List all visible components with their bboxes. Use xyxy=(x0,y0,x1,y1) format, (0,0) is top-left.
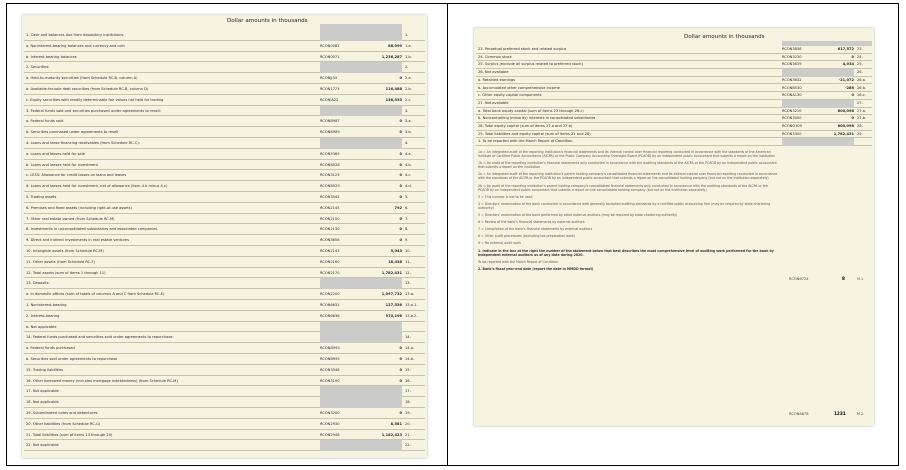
row-code: RCON3190 xyxy=(320,378,340,383)
row-code: RCON3632 xyxy=(782,77,802,82)
row-number: 11. xyxy=(405,259,411,264)
row-label: b. Securities purchased under agreements to resell xyxy=(26,130,119,135)
row-value: 792 xyxy=(394,205,402,210)
row-code: RCONJJ34 xyxy=(320,76,338,81)
row-label: b. Loans and leases held for investment xyxy=(26,162,98,167)
table-row xyxy=(24,214,425,225)
row-number: 26.a. xyxy=(857,77,867,82)
row-number: 17. xyxy=(405,389,411,394)
shaded-cell xyxy=(320,62,402,73)
row-label: b. Securities sold under agreements to repurchase xyxy=(26,357,118,361)
row-value: 0 xyxy=(399,195,402,199)
row-number: 5. xyxy=(405,195,409,199)
row-label: a. Total bank equity capital (sum of items 23 through 26.c) xyxy=(478,108,584,113)
row-value: 0 xyxy=(399,76,402,81)
table-row xyxy=(24,278,425,289)
table-row xyxy=(24,419,425,430)
row-label: 2. Securities: xyxy=(26,65,50,70)
row-value: 0 xyxy=(399,216,402,221)
table-row xyxy=(476,46,872,54)
shaded-cell xyxy=(320,322,402,333)
row-number: 27.a. xyxy=(857,108,867,113)
memo-1-text: 1. Indicate in the box at the right the number of the statement below that best describes the most comprehensive level of auditing work performed for the bank by independent external auditors as of any date during 2020. xyxy=(478,248,774,257)
table-row xyxy=(24,311,425,322)
table-row xyxy=(24,354,425,365)
shaded-cell xyxy=(320,30,402,41)
memo-2-intro: To be reported with the March Report of Condition. xyxy=(478,259,559,264)
row-label: 28. Total equity capital (sum of items 27.a and 27.b) xyxy=(478,124,573,128)
table-row xyxy=(24,408,425,419)
note-item: 2b = An audit of the reporting institution's parent holding company's consolidated financial statements only conducted in accordance with the auditing standards of the AICPA or the PCAOB by an independent public accountant that submits a report on the consolidated holding company (but not on the institution separately) xyxy=(478,183,768,192)
row-label: 21. Total liabilities (sum of items 13 through 20) xyxy=(26,432,113,437)
row-label: 8. Investments in unconsolidated subsidiaries and associated companies xyxy=(26,227,158,232)
row-number: 29. xyxy=(857,131,863,136)
row-code: RCON0071 xyxy=(320,54,340,59)
table-row xyxy=(24,224,425,235)
shaded-cell xyxy=(782,100,854,108)
shaded-cell xyxy=(320,397,402,408)
shaded-cell xyxy=(320,332,402,343)
row-value: 158,535 xyxy=(385,97,402,102)
row-number: 22. xyxy=(405,443,411,448)
row-value: 86,099 xyxy=(388,43,402,48)
row-value: 0 xyxy=(851,54,854,59)
row-label: 25. Surplus (exclude all surplus related to preferred stock) xyxy=(478,62,583,67)
table-row xyxy=(24,170,425,181)
table-row xyxy=(24,203,425,214)
panel-divider xyxy=(447,3,448,466)
memo-1-number: M.1. xyxy=(857,277,865,281)
table-row xyxy=(476,100,872,108)
row-label: a. Retained earnings xyxy=(478,77,516,82)
row-number: 25. xyxy=(857,62,863,67)
table-row xyxy=(24,127,425,138)
table-row xyxy=(476,77,872,85)
row-value: 970,196 xyxy=(385,313,402,318)
row-value: 0 xyxy=(399,162,402,167)
row-value: -21,072 xyxy=(838,77,854,82)
note-item: 8 = Other audit procedures (excluding tax preparation work) xyxy=(478,234,576,239)
row-value: 0 xyxy=(851,93,854,98)
row-number: 18. xyxy=(405,400,411,405)
row-label: 23. Perpetual preferred stock and related surplus xyxy=(478,47,567,51)
row-value: 0 xyxy=(399,227,402,232)
row-code: RCONB529 xyxy=(320,184,340,189)
table-row xyxy=(24,192,425,203)
note-item: 2a = An integrated audit of the reporting institution's parent holding company's consolidated financial statements and its internal control over financial reporting conducted in accordance with the standards of the AICPA or the PCAOB by an independent public accountant that submits a report on the consolidated holding company (but not on the institution separately) xyxy=(478,172,778,181)
row-number: 3.b. xyxy=(405,130,412,135)
memo-2-value: 1231 xyxy=(834,411,846,416)
row-code: RCON3230 xyxy=(782,54,802,59)
row-code: RCON2145 xyxy=(320,205,340,210)
shaded-cell xyxy=(320,106,402,117)
note-item: 7 = Compilation of the bank's financial statements by external auditors xyxy=(478,227,593,232)
row-value: 0 xyxy=(399,151,402,156)
row-number: 8. xyxy=(405,227,409,232)
row-label: 20. Other liabilities (from Schedule RC-G) xyxy=(26,421,101,426)
row-label: 12. Total assets (sum of items 1 through 11) xyxy=(26,270,106,275)
row-label: 7. Other real estate owned (from Schedule RC-M) xyxy=(26,216,115,221)
row-value: 116,488 xyxy=(385,87,402,91)
row-label: d. Loans and leases held for investment, net of allowance (item 4.b minus 4.c) xyxy=(26,184,168,189)
memo-2-code: RCON8678 xyxy=(789,412,809,416)
row-label: 9. Direct and indirect investments in real estate ventures xyxy=(26,238,129,243)
row-code: RCONB989 xyxy=(320,130,340,135)
row-number: 9. xyxy=(405,238,409,243)
memo-1-code: RCON6724 xyxy=(789,277,809,281)
row-code: RCON2143 xyxy=(320,249,340,253)
row-number: 1. xyxy=(405,33,409,37)
row-label: b. Available-for-sale debt securities (from Schedule RC-B, column D) xyxy=(26,87,149,91)
table-row xyxy=(476,108,872,116)
table-row xyxy=(476,131,872,139)
row-number: 3.a. xyxy=(405,119,412,124)
row-label: a. Held-to-maturity securities (from Schedule RC-B, column A) xyxy=(26,76,138,81)
memo-2-label: 2. Bank's fiscal year-end date (report the date in MMDD format) xyxy=(478,266,594,271)
row-number: 14.a. xyxy=(405,346,415,351)
row-label: b. Interest-bearing balances xyxy=(26,54,77,59)
row-label: b. Not applicable xyxy=(26,324,57,329)
table-row xyxy=(24,268,425,279)
row-label: 29. Total liabilities and equity capital (sum of items 21 and 28) xyxy=(478,131,591,136)
row-number: 20. xyxy=(405,421,411,426)
row-number: 4. xyxy=(405,141,409,145)
row-code: RCON2150 xyxy=(320,216,340,221)
row-code: RCON5369 xyxy=(320,151,340,156)
shaded-cell xyxy=(320,386,402,397)
row-code: RCONB530 xyxy=(782,85,802,90)
row-label: b. Accumulated other comprehensive income xyxy=(478,85,560,90)
row-label: 1. Cash and balances due from depository institutions: xyxy=(26,33,125,37)
row-value: 0 xyxy=(399,367,402,372)
table-row xyxy=(24,365,425,376)
table-row xyxy=(24,289,425,300)
row-number: 19. xyxy=(405,411,411,415)
row-code: RCON3000 xyxy=(782,116,802,121)
note-item: 9 = No external audit work xyxy=(478,241,522,246)
row-number: 26.b. xyxy=(857,85,867,90)
table-row xyxy=(24,73,425,84)
row-value: 600,098 xyxy=(837,124,854,128)
table-row xyxy=(24,95,425,106)
table-row xyxy=(476,138,872,146)
row-label: a. Federal funds purchased xyxy=(26,346,75,351)
note-item: 3 = This number is not to be used xyxy=(478,194,533,199)
table-row xyxy=(476,61,872,69)
row-label: 27. Not available xyxy=(478,100,509,105)
shaded-cell xyxy=(782,138,854,146)
row-code: RCON2200 xyxy=(320,292,340,297)
row-value: 1,097,732 xyxy=(381,292,402,297)
memoranda-notes xyxy=(478,150,778,274)
table-row xyxy=(24,397,425,408)
row-code: RCON3123 xyxy=(320,173,340,178)
table-row xyxy=(476,123,872,131)
shaded-cell xyxy=(320,278,402,289)
row-label: 15. Trading liabilities xyxy=(26,367,64,372)
table-row xyxy=(24,257,425,268)
row-number: 7. xyxy=(405,216,409,221)
row-value: 0 xyxy=(399,184,402,189)
row-code: RCONB987 xyxy=(320,119,340,124)
row-value: -286 xyxy=(845,85,854,90)
shaded-cell xyxy=(782,69,854,77)
table-row xyxy=(476,92,872,100)
table-row xyxy=(476,85,872,93)
row-number: 21. xyxy=(405,432,411,437)
row-number: 27. xyxy=(857,100,863,105)
row-number: 13.a. xyxy=(405,292,415,297)
row-value: 4,034 xyxy=(842,62,854,67)
row-label: c. Other equity capital components xyxy=(478,93,542,98)
note-item: 1a = An integrated audit of the reporting institution's financial statements and its internal control over financial reporting conducted in accordance with the standards of the American Institute of Certified Public Accountants (AICPA) or the Public Company Accounting Oversight Board (PCAOB) by an independent public accountant that submits a report on the institution xyxy=(478,150,775,159)
table-row xyxy=(24,62,425,73)
table-row xyxy=(24,430,425,441)
table-row xyxy=(476,54,872,62)
left-form-page xyxy=(22,15,427,458)
row-number: 27.b. xyxy=(857,116,867,121)
row-code: RCON2170 xyxy=(320,270,340,275)
row-code: RCON3300 xyxy=(782,131,802,136)
row-label: 4. Loans and lease financing receivables (from Schedule RC-C): xyxy=(26,141,140,145)
row-number: 14. xyxy=(405,335,411,340)
right-page-header: Dollar amounts in thousands xyxy=(684,34,765,40)
table-row xyxy=(24,376,425,387)
row-value: 0 xyxy=(399,411,402,415)
row-value: 617,572 xyxy=(837,47,854,51)
table-row xyxy=(24,181,425,192)
row-code: RCON3200 xyxy=(320,411,340,415)
row-number: 12. xyxy=(405,270,411,275)
row-code: RCONJA22 xyxy=(320,97,339,102)
row-label: a. Noninterest-bearing balances and currency and coin xyxy=(26,43,125,48)
row-label: 22. Not applicable xyxy=(26,443,59,448)
row-code: RCON3545 xyxy=(320,195,340,199)
row-number: 6. xyxy=(405,205,409,210)
row-code: RCON2930 xyxy=(320,421,340,426)
row-code: RCON2948 xyxy=(320,432,340,437)
note-item: 1b = An audit of the reporting institution's financial statements only conducted in accordance with the auditing standards of the AICPA or the PCAOB by an independent public accountant that submits a report on the institution xyxy=(478,161,777,170)
row-value: 0 xyxy=(399,378,402,383)
row-label: 3. Federal funds sold and securities purchased under agreements to resell: xyxy=(26,108,161,113)
shaded-cell xyxy=(320,440,402,451)
row-label: 1. To be reported with the March Report of Condition. xyxy=(478,139,574,144)
row-value: 0 xyxy=(399,357,402,361)
row-label: b. Noncontrolling (minority) interests in consolidated subsidiaries xyxy=(478,116,596,121)
table-row xyxy=(24,246,425,257)
table-row xyxy=(476,115,872,123)
row-code: RCON3656 xyxy=(320,238,340,243)
row-value: 600,098 xyxy=(837,108,854,113)
table-row xyxy=(24,386,425,397)
row-value: 1,182,423 xyxy=(381,432,402,437)
row-number: 2.a. xyxy=(405,76,412,81)
row-value: 0 xyxy=(399,173,402,178)
row-label: 10. Intangible assets (from Schedule RC-M) xyxy=(26,249,104,253)
right-form-page xyxy=(474,28,874,426)
row-label: 18. Not applicable xyxy=(26,400,59,405)
row-label: a. Loans and leases held for sale xyxy=(26,151,85,156)
row-number: 23. xyxy=(857,47,863,51)
table-row xyxy=(24,332,425,343)
row-number: 15. xyxy=(405,367,411,372)
row-label: 1. Noninterest-bearing xyxy=(26,303,67,307)
row-number: 13. xyxy=(405,281,411,286)
row-label: 2. Interest-bearing xyxy=(26,313,60,318)
row-number: 1.b. xyxy=(405,54,412,59)
row-code: RCON1773 xyxy=(320,87,340,91)
row-code: RCONB528 xyxy=(320,162,340,167)
table-row xyxy=(24,235,425,246)
table-row xyxy=(476,69,872,77)
table-row xyxy=(24,440,425,451)
row-value: 1,782,431 xyxy=(833,131,854,136)
row-value: 0 xyxy=(399,346,402,351)
memo-1-value: 8 xyxy=(842,276,845,281)
table-row xyxy=(24,322,425,333)
row-label: 17. Not applicable xyxy=(26,389,59,394)
row-number: 16. xyxy=(405,378,411,383)
table-row xyxy=(24,116,425,127)
row-label: 6. Premises and fixed assets (including right-of-use assets) xyxy=(26,205,132,210)
table-row xyxy=(24,84,425,95)
row-value: 0 xyxy=(851,116,854,121)
row-code: RCON3210 xyxy=(782,108,802,113)
row-number: 4.c. xyxy=(405,173,412,178)
table-row xyxy=(24,149,425,160)
table-row xyxy=(24,52,425,63)
row-label: 13. Deposits: xyxy=(26,281,50,286)
row-number: 26. xyxy=(857,70,863,75)
left-page-header: Dollar amounts in thousands xyxy=(227,18,308,24)
row-label: 11. Other assets (from Schedule RC-F) xyxy=(26,259,95,264)
note-item: 5 = Directors' examination of the bank performed by other external auditors (may be required by state chartering authority) xyxy=(478,213,678,218)
row-label: 26. Not available xyxy=(478,70,509,75)
row-label: c. Equity securities with readily determinable fair values not held for trading xyxy=(26,97,164,102)
row-value: 0 xyxy=(399,130,402,135)
row-value: 0 xyxy=(399,119,402,124)
row-value: 5,043 xyxy=(390,249,402,253)
table-row xyxy=(24,41,425,52)
row-number: 3. xyxy=(405,108,409,113)
row-number: 4.a. xyxy=(405,151,412,156)
row-label: a. Federal funds sold xyxy=(26,119,64,124)
row-number: 4.d. xyxy=(405,184,412,189)
row-code: RCONB993 xyxy=(320,346,340,351)
table-row xyxy=(24,30,425,41)
row-value: 8,581 xyxy=(390,421,402,426)
row-code: RCON0081 xyxy=(320,43,340,48)
row-number: 14.b. xyxy=(405,357,415,361)
row-code: RCONA130 xyxy=(782,93,802,98)
row-number: 10. xyxy=(405,249,411,253)
row-number: 4.b. xyxy=(405,162,412,167)
row-label: 19. Subordinated notes and debentures xyxy=(26,411,98,415)
row-number: 28. xyxy=(857,124,863,128)
row-value: 1,236,287 xyxy=(381,54,402,59)
row-code: RCONG105 xyxy=(782,124,802,128)
table-row xyxy=(24,106,425,117)
row-number: 13.a.1. xyxy=(405,303,418,307)
row-label: c. LESS: Allowance for credit losses on loans and leases xyxy=(26,173,127,178)
row-value: 0 xyxy=(399,238,402,243)
row-value: 1,782,431 xyxy=(381,270,402,275)
table-row xyxy=(24,300,425,311)
row-number: 2.b. xyxy=(405,87,412,91)
row-label: 16. Other borrowed money (includes mortgage indebtedness) (from Schedule RC-M) xyxy=(26,378,178,383)
row-code: RCON6636 xyxy=(320,313,340,318)
row-code: RCON3839 xyxy=(782,62,802,67)
row-label: a. In domestic offices (sum of totals of columns A and C from Schedule RC-E) xyxy=(26,292,165,297)
note-item: 6 = Review of the bank's financial statements by external auditors xyxy=(478,220,585,225)
row-code: RCON3838 xyxy=(782,47,802,51)
row-code: RCON3548 xyxy=(320,367,340,372)
row-number: 24. xyxy=(857,54,863,59)
table-row xyxy=(24,138,425,149)
row-label: 5. Trading assets xyxy=(26,195,57,199)
note-item: 4 = Directors' examination of the bank conducted in accordance with generally accepted auditing standards by a certified public accounting firm (may be required by state chartering authority) xyxy=(478,201,771,210)
row-number: 13.a.2. xyxy=(405,313,418,318)
row-number: 1.a. xyxy=(405,43,412,48)
row-code: RCON2160 xyxy=(320,259,340,264)
memo-2-number: M.2. xyxy=(857,412,865,416)
table-row xyxy=(24,343,425,354)
table-row xyxy=(24,160,425,171)
row-code: RCON6631 xyxy=(320,303,340,307)
row-label: 24. Common stock xyxy=(478,54,512,59)
row-code: RCONB995 xyxy=(320,357,340,361)
row-number: 26.c. xyxy=(857,93,866,98)
row-number: 2.c. xyxy=(405,97,412,102)
row-value: 127,536 xyxy=(385,303,402,307)
row-code: RCON2130 xyxy=(320,227,340,232)
row-value: 18,438 xyxy=(388,259,402,264)
shaded-cell xyxy=(320,138,402,149)
row-number: 2. xyxy=(405,65,409,70)
row-label: 14. Federal funds purchased and securities sold under agreements to repurchase: xyxy=(26,335,174,340)
